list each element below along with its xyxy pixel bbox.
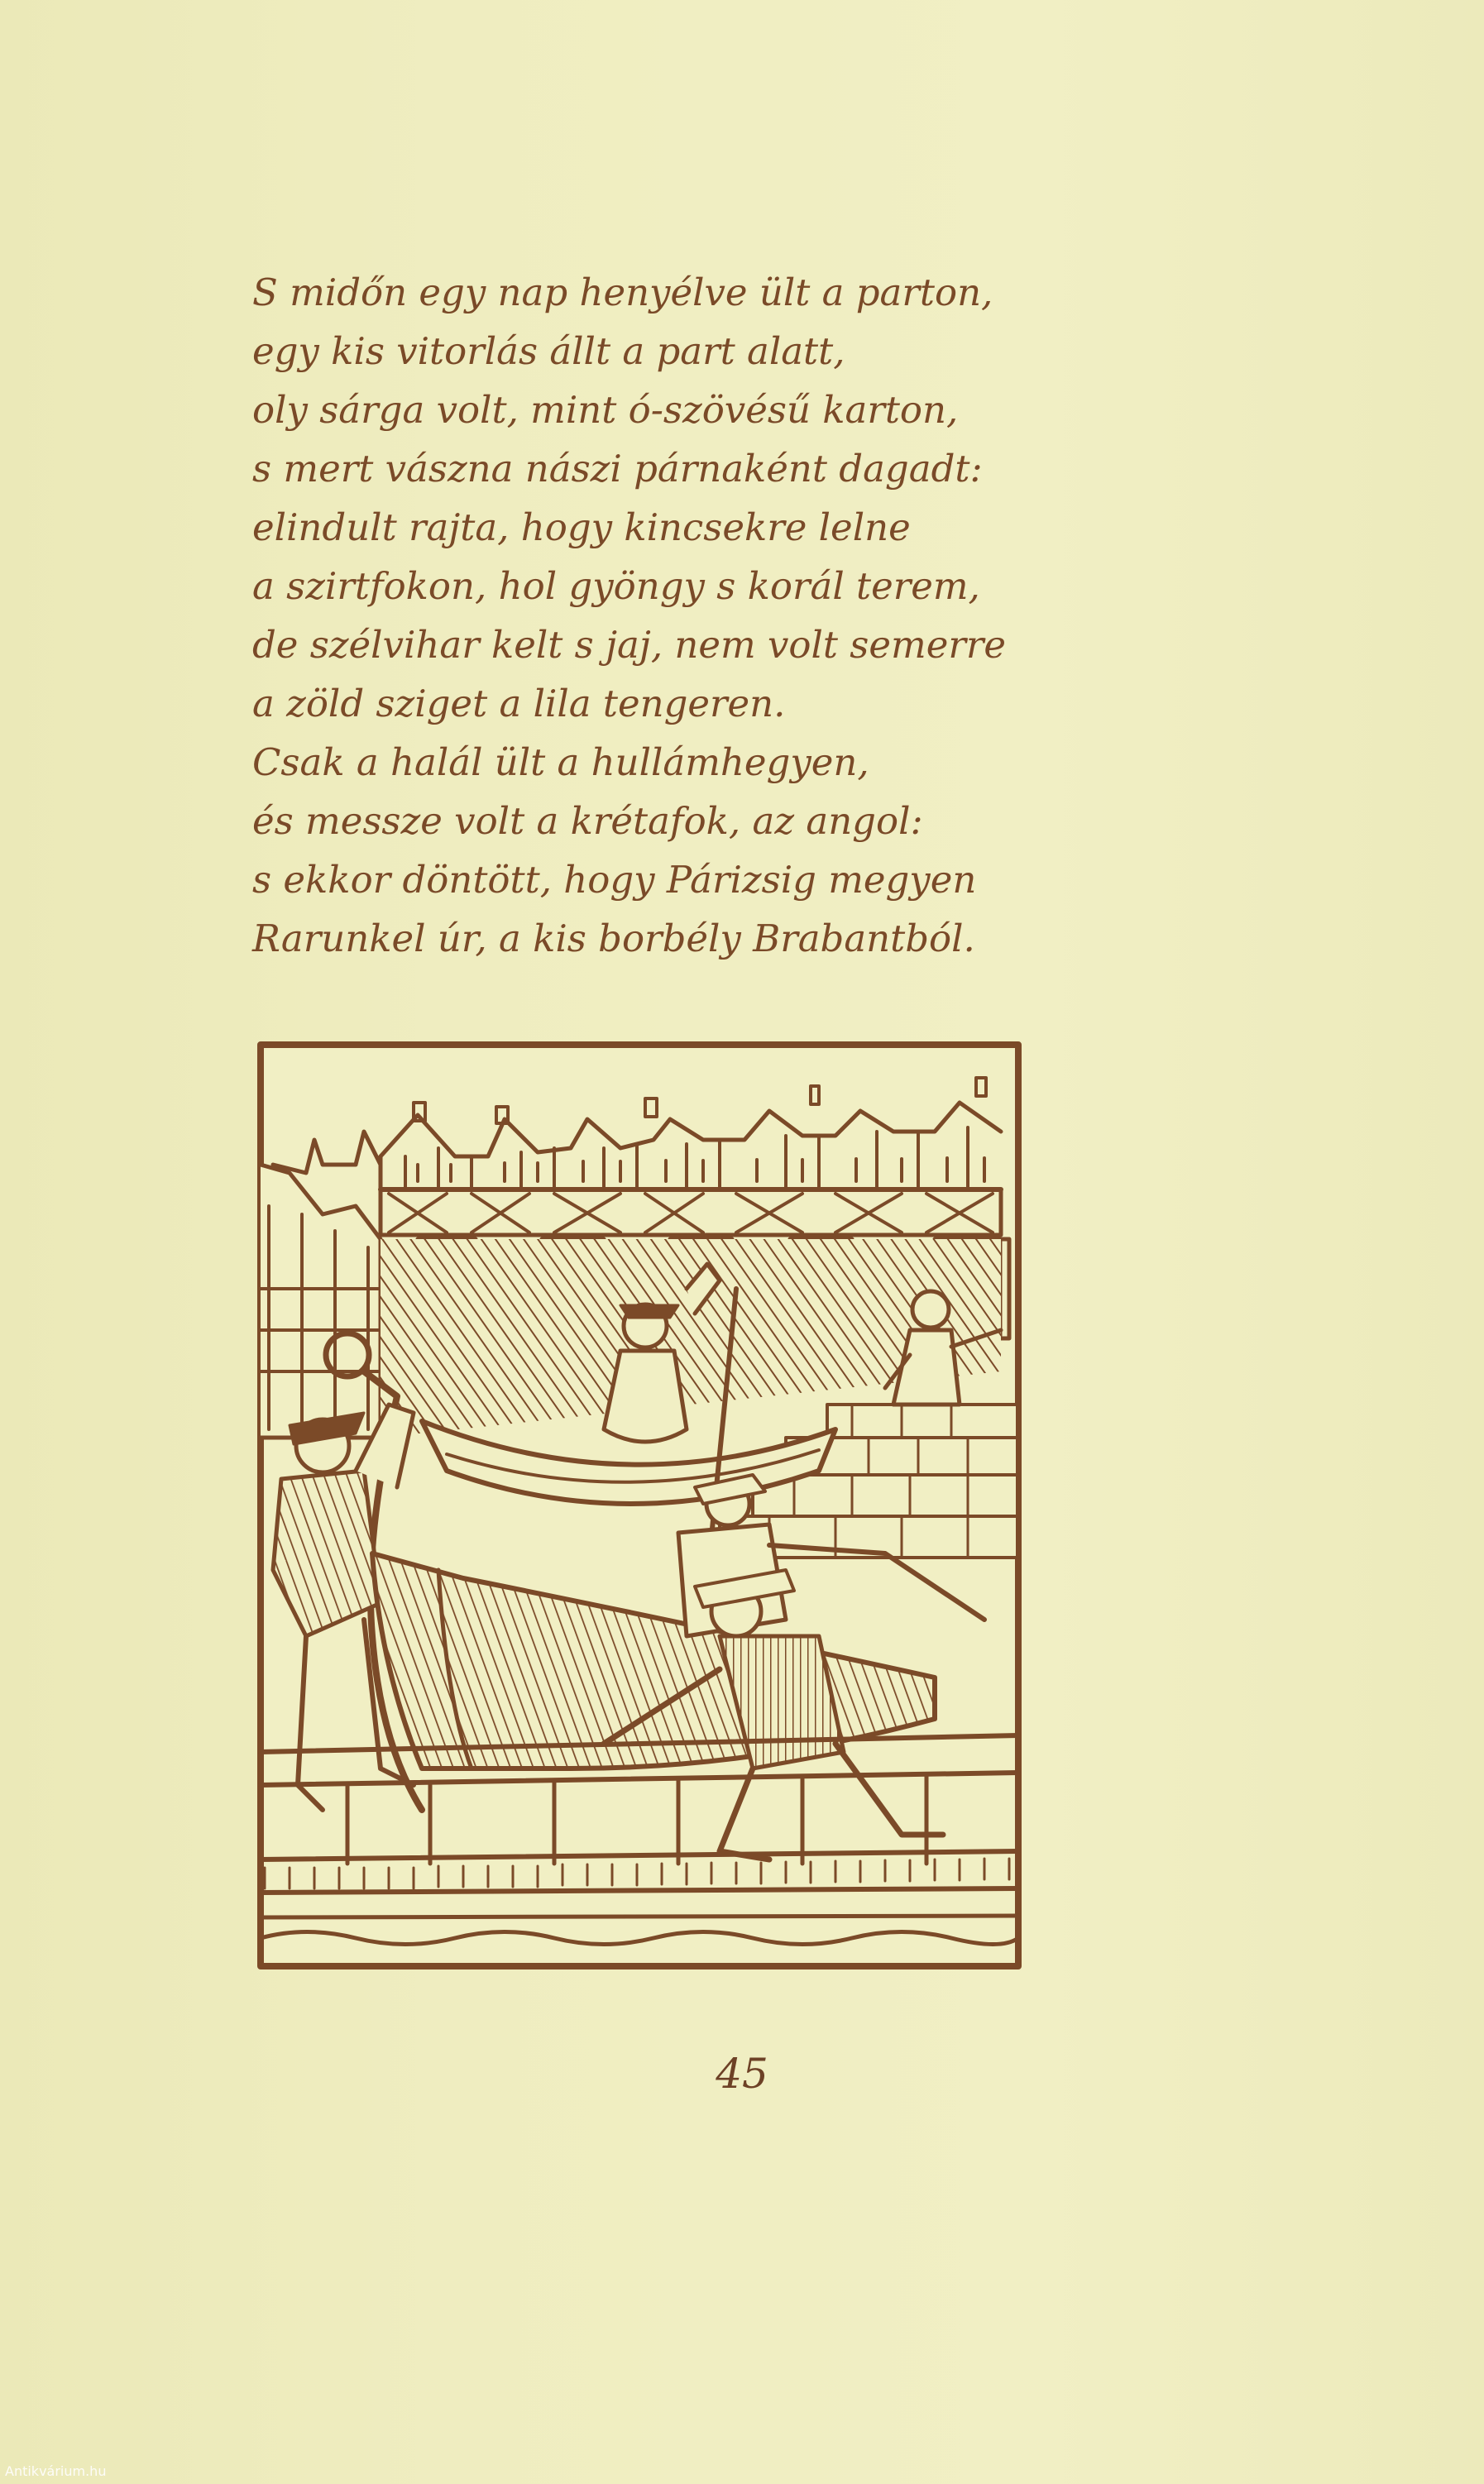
poem-line: Csak a halál ült a hullámhegyen, [252,740,869,784]
poem-line: elindult rajta, hogy kincsekre lelne [252,505,911,549]
poem-line: s mert vászna nászi párnaként dagadt: [252,447,983,491]
poem-line: a zöld sziget a lila tengeren. [252,682,786,725]
poem-line: oly sárga volt, mint ó-szövésű karton, [252,388,959,432]
poem-line: a szirtfokon, hol gyöngy s korál terem, [252,564,980,608]
poem-stanza [252,263,1079,968]
watermark-text: Antikvárium.hu [5,2463,107,2479]
page-number: 45 [716,2050,768,2098]
poem-line: egy kis vitorlás állt a part alatt, [252,329,845,373]
poem-line: S midőn egy nap henyélve ült a parton, [252,270,993,314]
poem-line: Rarunkel úr, a kis borbély Brabantból. [252,917,975,960]
woodcut-boat-scene-illustration [256,1041,1022,1970]
poem-line: s ekkor döntött, hogy Párizsig megyen [252,858,977,902]
poem-line: és messze volt a krétafok, az angol: [252,799,923,843]
poem-line: de szélvihar kelt s jaj, nem volt semerre [252,623,1006,667]
